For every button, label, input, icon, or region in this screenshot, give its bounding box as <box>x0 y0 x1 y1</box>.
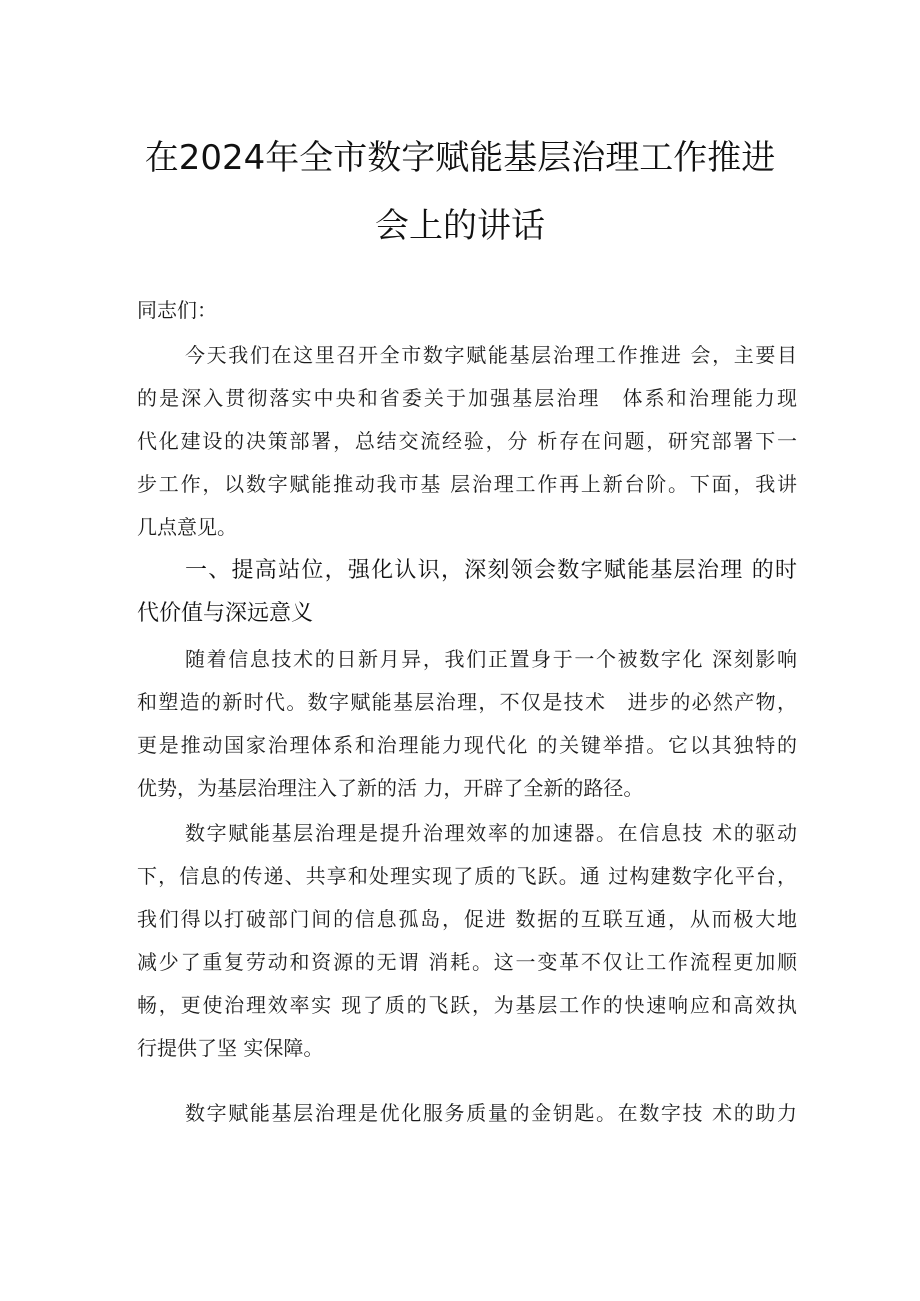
paragraph-3-line: 我们得以打破部门间的信息孤岛，促进 数据的互联互通，从而极大地 <box>137 907 797 931</box>
paragraph-3-line: 下，信息的传递、共享和处理实现了质的飞跃。通 过构建数字化平台， <box>137 864 797 888</box>
section-1-heading-line: 代价值与深远意义 <box>137 601 314 626</box>
paragraph-1-line: 代化建设的决策部署，总结交流经验，分 析存在问题，研究部署下一 <box>137 429 797 453</box>
paragraph-4-line: 数字赋能基层治理是优化服务质量的金钥匙。在数字技 术的助力 <box>185 1101 797 1125</box>
paragraph-3-line: 减少了重复劳动和资源的无谓 消耗。这一变革不仅让工作流程更加顺 <box>137 950 797 974</box>
salutation: 同志们： <box>137 298 217 322</box>
paragraph-1-line: 步工作，以数字赋能推动我市基 层治理工作再上新台阶。下面，我讲 <box>137 472 797 496</box>
document-title-line-2: 会上的讲话 <box>375 206 545 246</box>
paragraph-1-line: 几点意见。 <box>137 515 237 539</box>
paragraph-3-line: 数字赋能基层治理是提升治理效率的加速器。在信息技 术的驱动 <box>185 821 797 845</box>
paragraph-3-line: 畅，更使治理效率实 现了质的飞跃，为基层工作的快速响应和高效执 <box>137 993 797 1017</box>
paragraph-1-line: 的是深入贯彻落实中央和省委关于加强基层治理 体系和治理能力现 <box>137 386 797 410</box>
section-1-heading-line: 一、提高站位，强化认识，深刻领会数字赋能基层治理 的时 <box>185 558 797 583</box>
document-title-line-1: 在2024年全市数字赋能基层治理工作推进 <box>144 138 776 178</box>
paragraph-2-line: 优势，为基层治理注入了新的活 力，开辟了全新的路径。 <box>137 776 644 800</box>
paragraph-2-line: 和塑造的新时代。数字赋能基层治理，不仅是技术 进步的必然产物， <box>137 690 797 714</box>
paragraph-3-line: 行提供了坚 实保障。 <box>137 1036 324 1060</box>
paragraph-1-line: 今天我们在这里召开全市数字赋能基层治理工作推进 会，主要目 <box>185 343 797 367</box>
paragraph-2-line: 随着信息技术的日新月异，我们正置身于一个被数字化 深刻影响 <box>185 647 797 671</box>
paragraph-2-line: 更是推动国家治理体系和治理能力现代化 的关键举措。它以其独特的 <box>137 733 797 757</box>
